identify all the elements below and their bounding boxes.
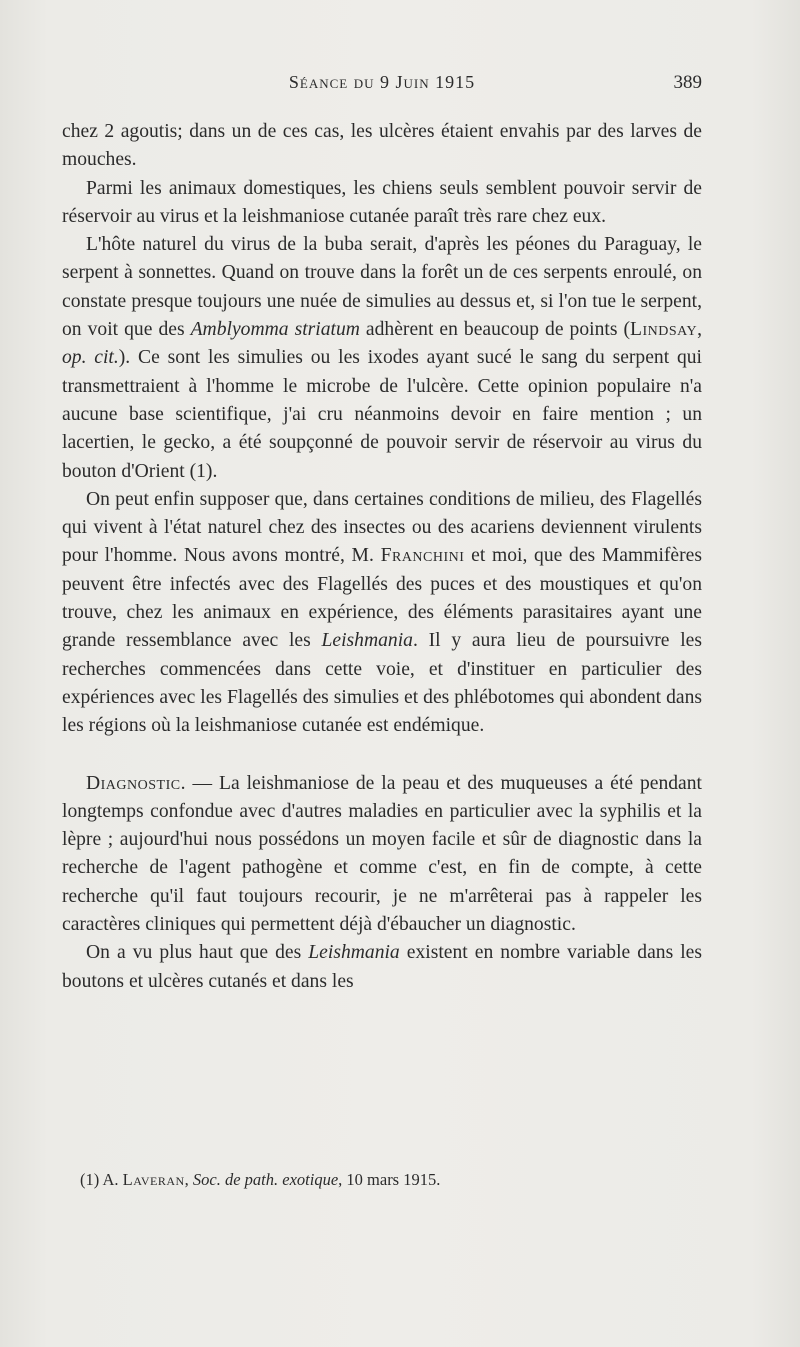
species-name: Amblyomma striatum: [190, 319, 360, 341]
p5-text-a: . — La leishmaniose de la peau et des muqueuses a été pendant longtemps confondue avec d'autres maladies en particulier avec la syphilis et la lèpre ; aujourd'hui nous possédons un moyen facile et sûr de diagnostic dans la recherche de l'agent pathogène et comme c'est, en fin de compte, à cette recherche qu'il faut toujours recourir, je ne m'arrêterai pas à rappeler les caractères cliniques qui permettent déjà d'ébaucher un diagnostic.: [62, 772, 702, 936]
author-franchini: Franchini: [380, 545, 465, 567]
citation-op-cit: op. cit.: [62, 347, 119, 369]
section-heading-diagnostic: Diagnostic: [86, 772, 181, 794]
paragraph-4: [62, 486, 702, 741]
p3-comma: ,: [697, 319, 702, 341]
paragraph-diagnostic: [62, 770, 702, 940]
running-title: Séance du 9 Juin 1915: [288, 72, 476, 92]
p4-text-c: . Il y aura lieu de poursuivre les recherches commencées dans cette voie, et d'instituer en particulier des expériences avec les Flagellés des simulies et des phlébotomes qui abondent dans les régions où la leishmaniose cutanée est endémique.: [62, 630, 703, 737]
running-head: [62, 72, 702, 102]
author-lindsay: Lindsay: [630, 319, 698, 341]
genus-leishmania-2: Leishmania: [308, 942, 400, 964]
p3-text-c: ). Ce sont les simulies ou les ixodes ayant sucé le sang du serpent qui transmettraient à l'homme le microbe de l'ulcère. Cette opinion populaire n'a aucune base scientifique, j'ai cru néanmoins devoir en faire mention ; un lacertien, le gecko, a été soupçonné de pouvoir servir de réservoir au virus du bouton d'Orient (1).: [62, 347, 702, 482]
footnote-author: Laveran: [122, 1170, 185, 1189]
page-number: 389: [673, 72, 702, 93]
paragraph-1: chez 2 agoutis; dans un de ces cas, les ulcères étaient envahis par des larves de mouches.: [62, 121, 702, 171]
p4-text-b: et moi, que des Mammifères peuvent être infectés avec des Flagellés des puces et des moustiques et qu'on trouve, chez les animaux en expérience, des éléments parasitaires ayant une grande ressemblance avec les: [62, 545, 702, 652]
paragraph-3: [62, 231, 702, 486]
p6-text-b: existent en nombre variable dans les boutons et ulcères cutanés et dans les: [62, 942, 702, 992]
p4-text-a: On peut enfin supposer que, dans certaines conditions de milieu, des Flagellés qui vivent à l'état naturel chez des insectes ou des acariens deviennent virulents pour l'homme. Nous avons montré, M.: [62, 488, 702, 567]
footnote-comma: ,: [184, 1170, 193, 1189]
p3-text-a: L'hôte naturel du virus de la buba serait, d'après les péones du Paraguay, le serpent à sonnettes. Quand on trouve dans la forêt un de ces serpents enroulé, on constate presque toujours une nuée de simulies au dessus et, si l'on tue le serpent, on voit que des: [62, 234, 702, 341]
paragraph-6: [62, 939, 702, 996]
footnote-source: Soc. de path. exotique: [192, 1170, 339, 1189]
footnote-marker: (1) A.: [80, 1170, 123, 1189]
genus-leishmania: Leishmania: [321, 630, 413, 652]
p3-text-b: adhèrent en beaucoup de points (: [359, 319, 631, 341]
footnote: [62, 1169, 702, 1191]
footnote-date: , 10 mars 1915.: [338, 1170, 441, 1189]
p6-text-a: On a vu plus haut que des: [86, 942, 309, 964]
body-text: [62, 118, 702, 996]
paragraph-2: Parmi les animaux domestiques, les chiens seuls semblent pouvoir servir de réservoir au virus et la leishmaniose cutanée paraît très rare chez eux.: [62, 177, 702, 227]
